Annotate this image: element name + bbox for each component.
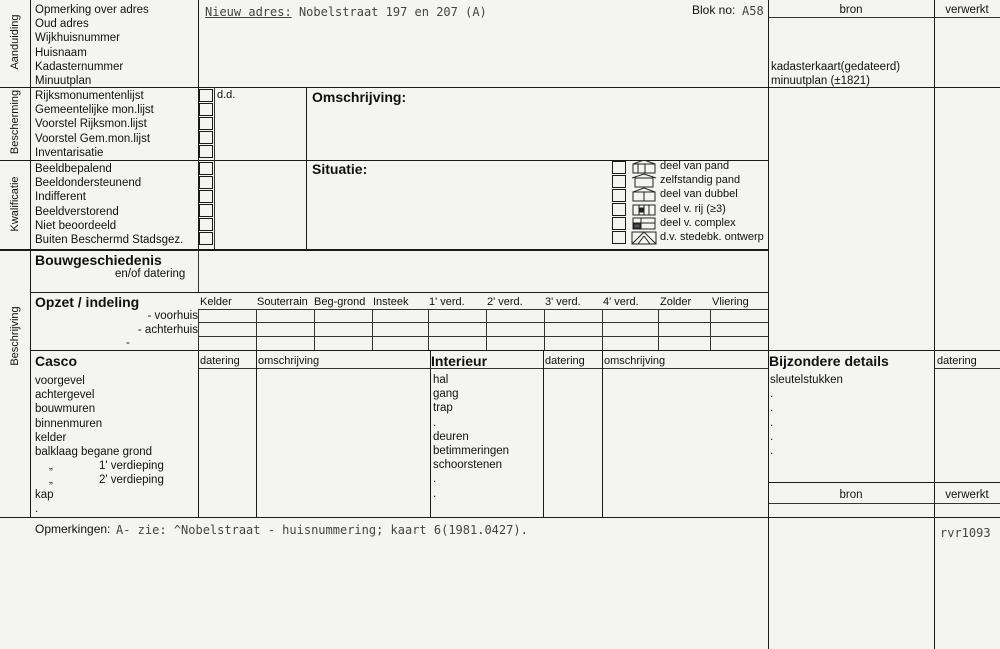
divider-section-labels — [30, 0, 31, 517]
casco-sub-text: 1' verdieping — [99, 460, 164, 473]
interieur-omschrijving-header: omschrijving — [604, 355, 666, 367]
casco-list — [35, 374, 164, 516]
kwalificatie-item: Beeldverstorend — [35, 205, 119, 218]
checkbox-buiten-beschermd[interactable] — [199, 232, 213, 245]
opzet-grid-col — [486, 309, 487, 350]
divider-bron-col — [768, 0, 769, 649]
section-label-bescherming: Bescherming — [9, 89, 21, 155]
bescherming-item: Inventarisatie — [35, 146, 104, 159]
bescherming-item: Gemeentelijke mon.lijst — [35, 104, 154, 117]
interieur-item: hal — [433, 374, 449, 386]
dd-divider — [214, 87, 215, 160]
aanduiding-list — [35, 3, 149, 88]
checkbox-beeldbepalend[interactable] — [199, 162, 213, 175]
aanduiding-item: Wijkhuisnummer — [35, 32, 120, 45]
situatie-option: deel v. complex — [660, 216, 736, 229]
checkbox-niet-beoordeeld[interactable] — [199, 218, 213, 231]
opmerkingen-value: A- zie: ^Nobelstraat - huisnummering; kaart 6(1981.0427). — [116, 523, 528, 537]
interieur-list — [433, 373, 509, 501]
checkbox-gemeentelijke[interactable] — [199, 103, 213, 116]
interieur-item: . — [433, 416, 437, 429]
aanduiding-item: Oud adres — [35, 18, 89, 31]
ditto-mark: „ — [49, 474, 53, 487]
interieur-item: gang — [433, 388, 459, 401]
floor-header: Insteek — [373, 296, 409, 308]
aanduiding-item: Kadasternummer — [35, 60, 124, 73]
divider-omschrijving-col — [306, 87, 307, 249]
bescherming-item: Voorstel Gem.mon.lijst — [35, 132, 151, 145]
bijzondere-item: . — [770, 388, 774, 401]
situatie-icons — [630, 160, 658, 248]
opzet-grid-line — [198, 322, 768, 323]
section-label-beschrijving: Beschrijving — [9, 306, 21, 366]
bron-entry: kadasterkaart(gedateerd) — [771, 61, 901, 73]
opzet-grid-col — [602, 309, 603, 350]
divider-interieur — [430, 350, 431, 517]
archive-code: rvr1093 — [940, 526, 991, 540]
bijzondere-list — [770, 373, 843, 458]
checkbox-beeldondersteunend[interactable] — [199, 176, 213, 189]
bouwgeschiedenis-divider — [198, 250, 199, 292]
kwalificatie-box-divider — [214, 160, 215, 249]
casco-item: voorgevel — [35, 375, 85, 387]
checkbox-voorstel-gemmon[interactable] — [199, 131, 213, 144]
opzet-grid-line — [198, 336, 768, 337]
interieur-datering-header: datering — [545, 355, 585, 367]
floor-header: Zolder — [660, 296, 692, 308]
bron-header-lower: bron — [839, 489, 863, 501]
bouwgeschiedenis-label: Bouwgeschiedenis — [35, 252, 162, 268]
casco-item: bouwmuren — [35, 403, 96, 416]
checkbox-indifferent[interactable] — [199, 190, 213, 203]
nieuw-adres-label: Nieuw adres: — [205, 5, 292, 19]
kwalificatie-list — [35, 162, 183, 247]
divider-kwalificatie-double — [0, 250, 768, 251]
divider-interieur-datering — [543, 350, 544, 517]
bescherming-item: Rijksmonumentenlijst — [35, 90, 144, 102]
opzet-grid-col — [710, 309, 711, 350]
floor-header: Beg-grond — [314, 296, 366, 308]
casco-item: achtergevel — [35, 389, 95, 402]
bijzondere-item: . — [770, 444, 774, 457]
house-part-icon — [633, 160, 655, 173]
house-standalone-icon — [632, 174, 656, 187]
checkbox-deel-van-pand[interactable] — [612, 161, 626, 174]
house-complex-icon — [633, 218, 655, 229]
situatie-option: d.v. stedebk. ontwerp — [660, 230, 764, 243]
situatie-option: deel v. rij (≥3) — [660, 202, 726, 215]
floor-header: 4' verd. — [603, 296, 639, 308]
nieuw-adres-line — [205, 5, 487, 19]
opzet-grid-col — [544, 309, 545, 350]
floor-header: Souterrain — [257, 296, 308, 308]
situatie-options — [660, 160, 764, 245]
situatie-option: deel van dubbel — [660, 188, 738, 201]
interieur-item: trap — [433, 402, 453, 415]
casco-item: binnenmuren — [35, 417, 103, 430]
divider-casco-datering — [198, 350, 199, 517]
divider-bijzondere-header — [934, 368, 1000, 369]
aanduiding-item: Minuutplan — [35, 74, 92, 87]
casco-label: Casco — [35, 353, 78, 369]
kwalificatie-item: Indifferent — [35, 191, 86, 204]
interieur-item: deuren — [433, 430, 469, 443]
opzet-grid-col — [658, 309, 659, 350]
checkbox-deel-v-rij[interactable] — [612, 203, 626, 216]
verwerkt-header: verwerkt — [945, 4, 989, 16]
situatie-option: zelfstandig pand — [660, 174, 741, 187]
house-urban-design-icon — [632, 232, 656, 244]
floor-header: Vliering — [712, 296, 749, 308]
casco-datering-header: datering — [200, 355, 240, 367]
divider-bron-lower-header — [768, 503, 1000, 504]
opzet-row-label: - voorhuis — [147, 310, 198, 322]
checkbox-voorstel-rijksmon[interactable] — [199, 117, 213, 130]
aanduiding-item: Opmerking over adres — [35, 4, 149, 16]
bescherming-list — [35, 89, 154, 160]
bijzondere-datering-header: datering — [937, 355, 977, 367]
opzet-grid-col — [314, 309, 315, 350]
casco-item: kelder — [35, 431, 67, 444]
opzet-row-label: - — [126, 337, 130, 349]
opzet-row-label: - achterhuis — [137, 323, 198, 336]
interieur-label: Interieur — [431, 353, 488, 369]
bijzondere-item: sleutelstukken — [770, 374, 843, 386]
opmerkingen-label: Opmerkingen: — [35, 522, 111, 536]
divider-bouwgeschiedenis — [30, 292, 768, 293]
checkbox-beeldverstorend[interactable] — [199, 204, 213, 217]
checkbox-zelfstandig-pand[interactable] — [612, 175, 626, 188]
bijzondere-item: . — [770, 402, 774, 415]
divider-opmerkingen — [0, 517, 1000, 518]
casco-sub-item — [35, 473, 164, 487]
opzet-grid-line — [198, 309, 768, 310]
en-of-datering-label: en/of datering — [115, 268, 186, 280]
casco-item: . — [35, 502, 39, 515]
bijzondere-item: . — [770, 430, 774, 443]
divider-verwerkt-col — [934, 0, 935, 649]
divider-bron-lower — [768, 482, 1000, 483]
kwalificatie-item: Beeldbepalend — [35, 163, 112, 175]
bijzondere-item: . — [770, 416, 774, 429]
interieur-item: . — [433, 473, 437, 486]
casco-sub-item — [35, 459, 164, 473]
house-row-icon — [633, 205, 655, 215]
checkbox-rijksmonumentenlijst[interactable] — [199, 89, 213, 102]
divider-casco-omschrijving — [256, 350, 257, 517]
kwalificatie-item: Niet beoordeeld — [35, 219, 117, 232]
floor-header: 1' verd. — [429, 296, 465, 308]
opzet-grid-col — [372, 309, 373, 350]
opzet-grid-col — [256, 309, 257, 350]
interieur-item: schoorstenen — [433, 459, 503, 472]
bijzondere-label: Bijzondere details — [769, 353, 889, 369]
casco-item: balklaag begane grond — [35, 445, 153, 458]
opzet-rows — [110, 310, 198, 351]
opzet-grid-col — [198, 309, 199, 350]
floor-header: Kelder — [200, 296, 232, 308]
section-label-kwalificatie: Kwalificatie — [9, 176, 21, 232]
kwalificatie-item: Buiten Beschermd Stadsgez. — [35, 233, 184, 246]
verwerkt-header-lower: verwerkt — [945, 489, 989, 501]
divider-bron-header — [768, 17, 1000, 18]
opzet-label: Opzet / indeling — [35, 294, 140, 310]
section-label-aanduiding: Aanduiding — [9, 14, 21, 70]
floor-header: 2' verd. — [487, 296, 523, 308]
bescherming-item: Voorstel Rijksmon.lijst — [35, 118, 147, 131]
house-double-icon — [633, 188, 655, 201]
checkbox-inventarisatie[interactable] — [199, 145, 213, 158]
opzet-grid-col — [428, 309, 429, 350]
bron-entry: minuutplan (±1821) — [771, 75, 871, 88]
dd-label: d.d. — [217, 89, 236, 101]
interieur-item: betimmeringen — [433, 444, 510, 457]
casco-sub-text: 2' verdieping — [99, 474, 164, 487]
aanduiding-item: Huisnaam — [35, 46, 87, 59]
interieur-item: . — [433, 487, 437, 500]
omschrijving-label: Omschrijving: — [312, 89, 407, 105]
bron-header: bron — [839, 4, 863, 16]
bron-entries — [771, 60, 900, 88]
nieuw-adres-value: Nobelstraat 197 en 207 (A) — [298, 5, 487, 19]
blok-label: Blok no: — [692, 3, 736, 17]
situatie-option: deel van pand — [660, 160, 730, 172]
checkbox-dv-stedebk[interactable] — [612, 231, 626, 244]
floor-header: 3' verd. — [545, 296, 581, 308]
blok-value: A58 — [742, 4, 764, 18]
casco-omschrijving-header: omschrijving — [258, 355, 320, 367]
situatie-label: Situatie: — [312, 161, 368, 177]
checkbox-deel-v-complex[interactable] — [612, 217, 626, 230]
divider-interieur-omschrijving — [602, 350, 603, 517]
checkbox-deel-van-dubbel[interactable] — [612, 189, 626, 202]
casco-item: kap — [35, 488, 54, 501]
ditto-mark: „ — [49, 460, 53, 473]
kwalificatie-item: Beeldondersteunend — [35, 177, 142, 190]
divider-casco-header — [198, 368, 430, 369]
